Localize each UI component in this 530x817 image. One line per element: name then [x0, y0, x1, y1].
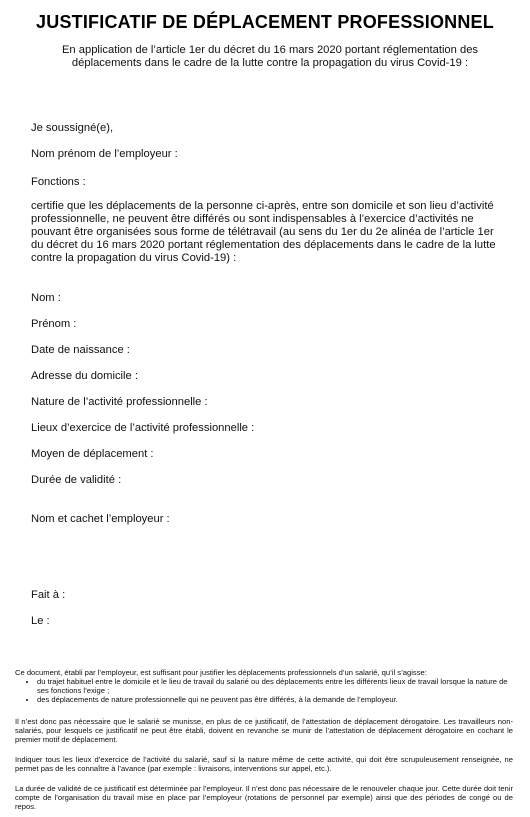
date-label: Le : — [31, 615, 50, 627]
certification-paragraph: certifie que les déplacements de la personne ci-après, entre son domicile et son lieu d’activité professionnelle, ne peuvent être différés ou sont indispensables à l’exercice d’activités ne pouvant être organisées sous forme de télétravail (au sens du 1er du 2e alinéa de l’article 1er du décret du 16 mars 2020 portant réglementation des déplacements dans le cadre de la lutte contre la propagation du virus Covid-19) : — [31, 200, 496, 264]
footer-paragraph-2: Il n’est donc pas nécessaire que le salarié se munisse, en plus de ce justificatif, de l’attestation de déplacement dérogatoire. Les travailleurs non-salariés, pour lesquels ce justificatif ne peut être établi, doivent en revanche se munir de l’attestation de déplacement dérogatoire en cochant le premier motif de déplacement. — [15, 717, 513, 744]
footer-paragraph-3: Indiquer tous les lieux d’exercice de l’activité du salarié, sauf si la nature même de cette activité, qui doit être scrupuleusement renseignée, ne permet pas de les connaître à l’avance (par exemple : livraisons, interventions sur appel, etc.). — [15, 755, 513, 773]
birth-date-label: Date de naissance : — [31, 344, 130, 356]
footer-bullet-list — [15, 677, 513, 704]
employer-stamp-label: Nom et cachet l’employeur : — [31, 513, 170, 525]
document-title: JUSTIFICATIF DE DÉPLACEMENT PROFESSIONNEL — [36, 12, 494, 32]
made-at-label: Fait à : — [31, 589, 66, 601]
activity-places-label: Lieux d’exercice de l’activité professionnelle : — [31, 422, 255, 434]
functions-label: Fonctions : — [31, 176, 86, 188]
footer-paragraph-1: Ce document, établi par l’employeur, est suffisant pour justifier les déplacements professionnels d’un salarié, qu’il s’agisse: — [15, 668, 427, 677]
undersigned-label: Je soussigné(e), — [31, 122, 114, 134]
intro-paragraph: En application de l’article 1er du décret du 16 mars 2020 portant réglementation des déplacements dans le cadre de la lutte contre la propagation du virus Covid-19 : — [61, 44, 479, 69]
footer-notes — [15, 668, 513, 704]
last-name-label: Nom : — [31, 292, 61, 304]
activity-nature-label: Nature de l’activité professionnelle : — [31, 396, 208, 408]
home-address-label: Adresse du domicile : — [31, 370, 138, 382]
first-name-label: Prénom : — [31, 318, 77, 330]
footer-bullet: • des déplacements de nature professionnelle qui ne peuvent pas être différés, à la demande de l’employeur. — [37, 695, 513, 704]
employer-name-label: Nom prénom de l’employeur : — [31, 148, 178, 160]
footer-bullet: • du trajet habituel entre le domicile et le lieu de travail du salarié ou des déplacements entre les différents lieux de travail lorsque la nature de ses fonctions l’exige ; — [37, 677, 513, 695]
validity-label: Durée de validité : — [31, 474, 122, 486]
transport-label: Moyen de déplacement : — [31, 448, 154, 460]
footer-paragraph-4: La durée de validité de ce justificatif est déterminée par l’employeur. Il n’est donc pas nécessaire de le renouveler chaque jour. Cette durée doit tenir compte de l’organisation du travail mise en place par l’employeur (rotations de personnel par exemple) ainsi que des périodes de congé ou de repos. — [15, 784, 513, 811]
